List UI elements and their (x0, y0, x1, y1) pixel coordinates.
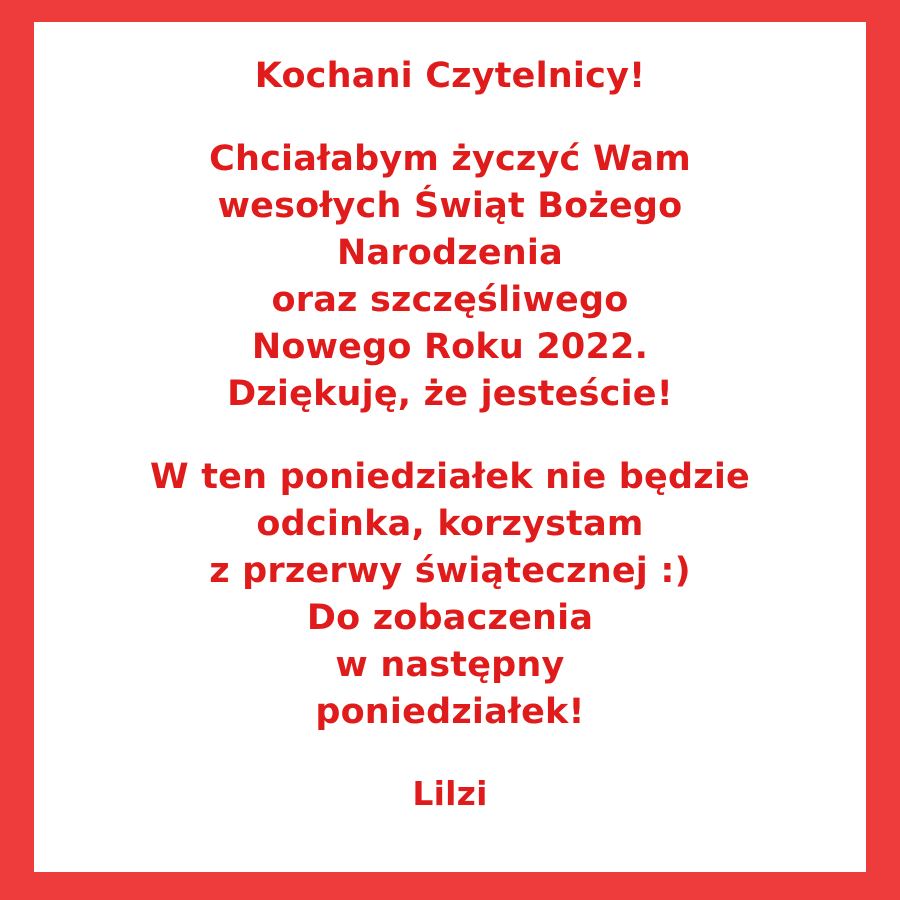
message-panel (34, 22, 866, 872)
wish-line-5: Nowego Roku 2022. (251, 327, 649, 367)
spacer (34, 736, 866, 772)
wish-line-2: wesołych Świąt Bożego (217, 186, 683, 226)
wish-line-3: Narodzenia (337, 233, 563, 273)
message-body (34, 52, 866, 816)
wish-line-1: Chciałabym życzyć Wam (209, 139, 691, 179)
notice-line-6: poniedziałek! (315, 692, 585, 732)
notice-line-1: W ten poniedziałek nie będzie (150, 457, 750, 497)
notice-line-2: odcinka, korzystam (256, 504, 644, 544)
notice-line-3: z przerwy świątecznej :) (209, 551, 691, 591)
greeting-heading: Kochani Czytelnicy! (254, 56, 646, 96)
notice-line-4: Do zobaczenia (306, 598, 594, 638)
spacer (34, 106, 866, 136)
spacer (34, 418, 866, 454)
wish-line-6: Dziękuję, że jesteście! (227, 374, 673, 414)
wish-line-4: oraz szczęśliwego (271, 280, 629, 320)
signature: Lilzi (412, 774, 488, 813)
notice-line-5: w następny (335, 645, 565, 685)
